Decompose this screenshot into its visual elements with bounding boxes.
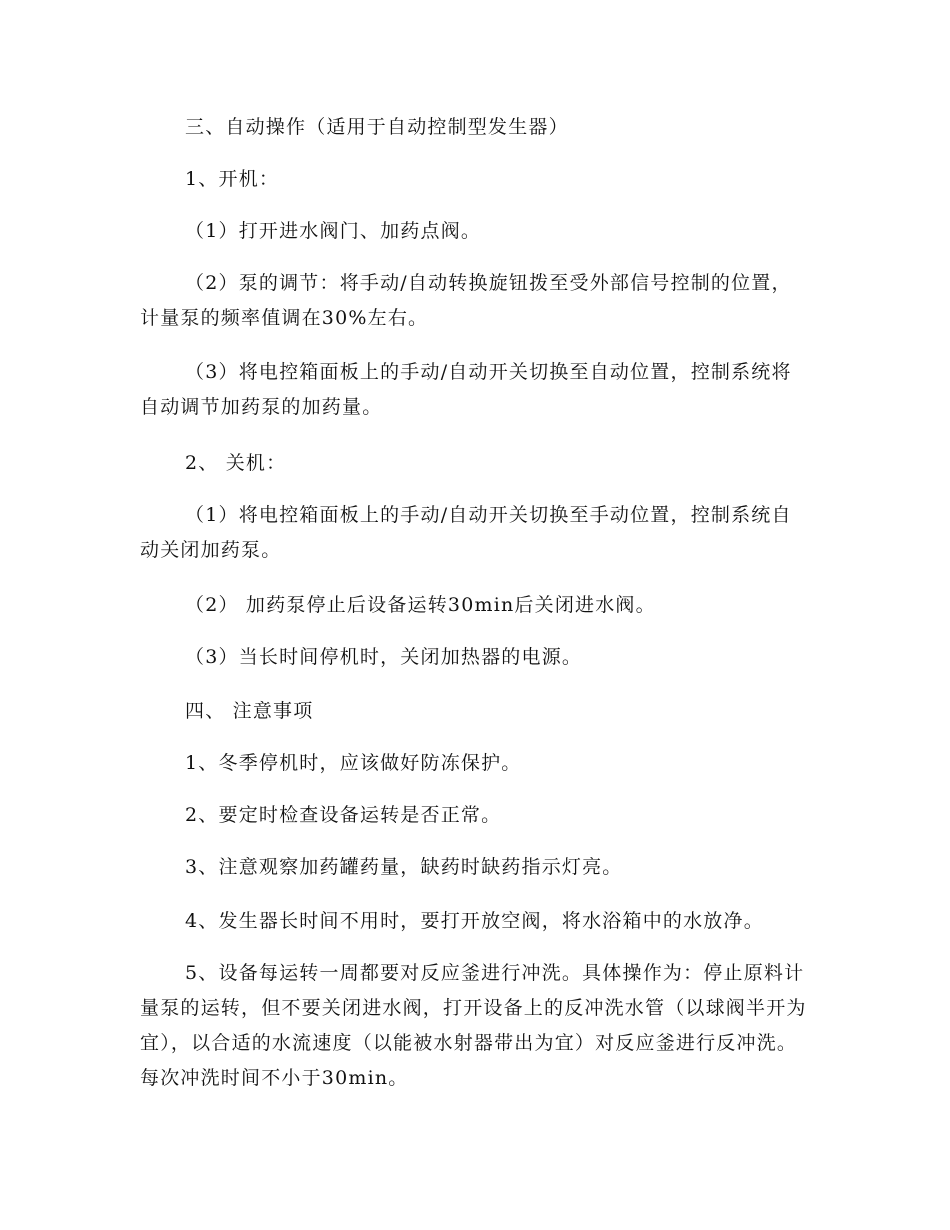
note-1: 1、冬季停机时，应该做好防冻保护。 — [185, 752, 522, 774]
note-2: 2、要定时检查设备运转是否正常。 — [185, 804, 502, 826]
startup-step-1: （1）打开进水阀门、加药点阀。 — [185, 220, 482, 242]
note-3: 3、注意观察加药罐药量，缺药时缺药指示灯亮。 — [185, 856, 623, 878]
shutdown-step-3: （3）当长时间停机时，关闭加热器的电源。 — [185, 646, 583, 668]
subheading-shutdown: 2、 关机： — [185, 452, 287, 474]
subheading-startup: 1、开机： — [185, 168, 280, 190]
note-5: 5、设备每运转一周都要对反应釜进行冲洗。具体操作为：停止原料计量泵的运转，但不要关闭进水阀，打开设备上的反冲洗水管（以球阀半开为宜），以合适的水流速度（以能被水射器带出为宜）对反应釜进行反冲洗。每次冲洗时间不小于30min。 — [140, 962, 807, 1089]
section-heading-auto-operation: 三、自动操作（适用于自动控制型发生器） — [185, 116, 569, 138]
section-heading-notes: 四、 注意事项 — [185, 700, 314, 722]
shutdown-step-2: （2） 加药泵停止后设备运转30min后关闭进水阀。 — [185, 594, 656, 616]
startup-step-2: （2）泵的调节：将手动/自动转换旋钮拨至受外部信号控制的位置，计量泵的频率值调在30%左右。 — [140, 272, 792, 329]
note-4: 4、发生器长时间不用时，要打开放空阀，将水浴箱中的水放净。 — [185, 910, 764, 932]
startup-step-3: （3）将电控箱面板上的手动/自动开关切换至自动位置，控制系统将自动调节加药泵的加药量。 — [140, 361, 792, 418]
shutdown-step-1: （1）将电控箱面板上的手动/自动开关切换至手动位置，控制系统自动关闭加药泵。 — [140, 504, 792, 561]
